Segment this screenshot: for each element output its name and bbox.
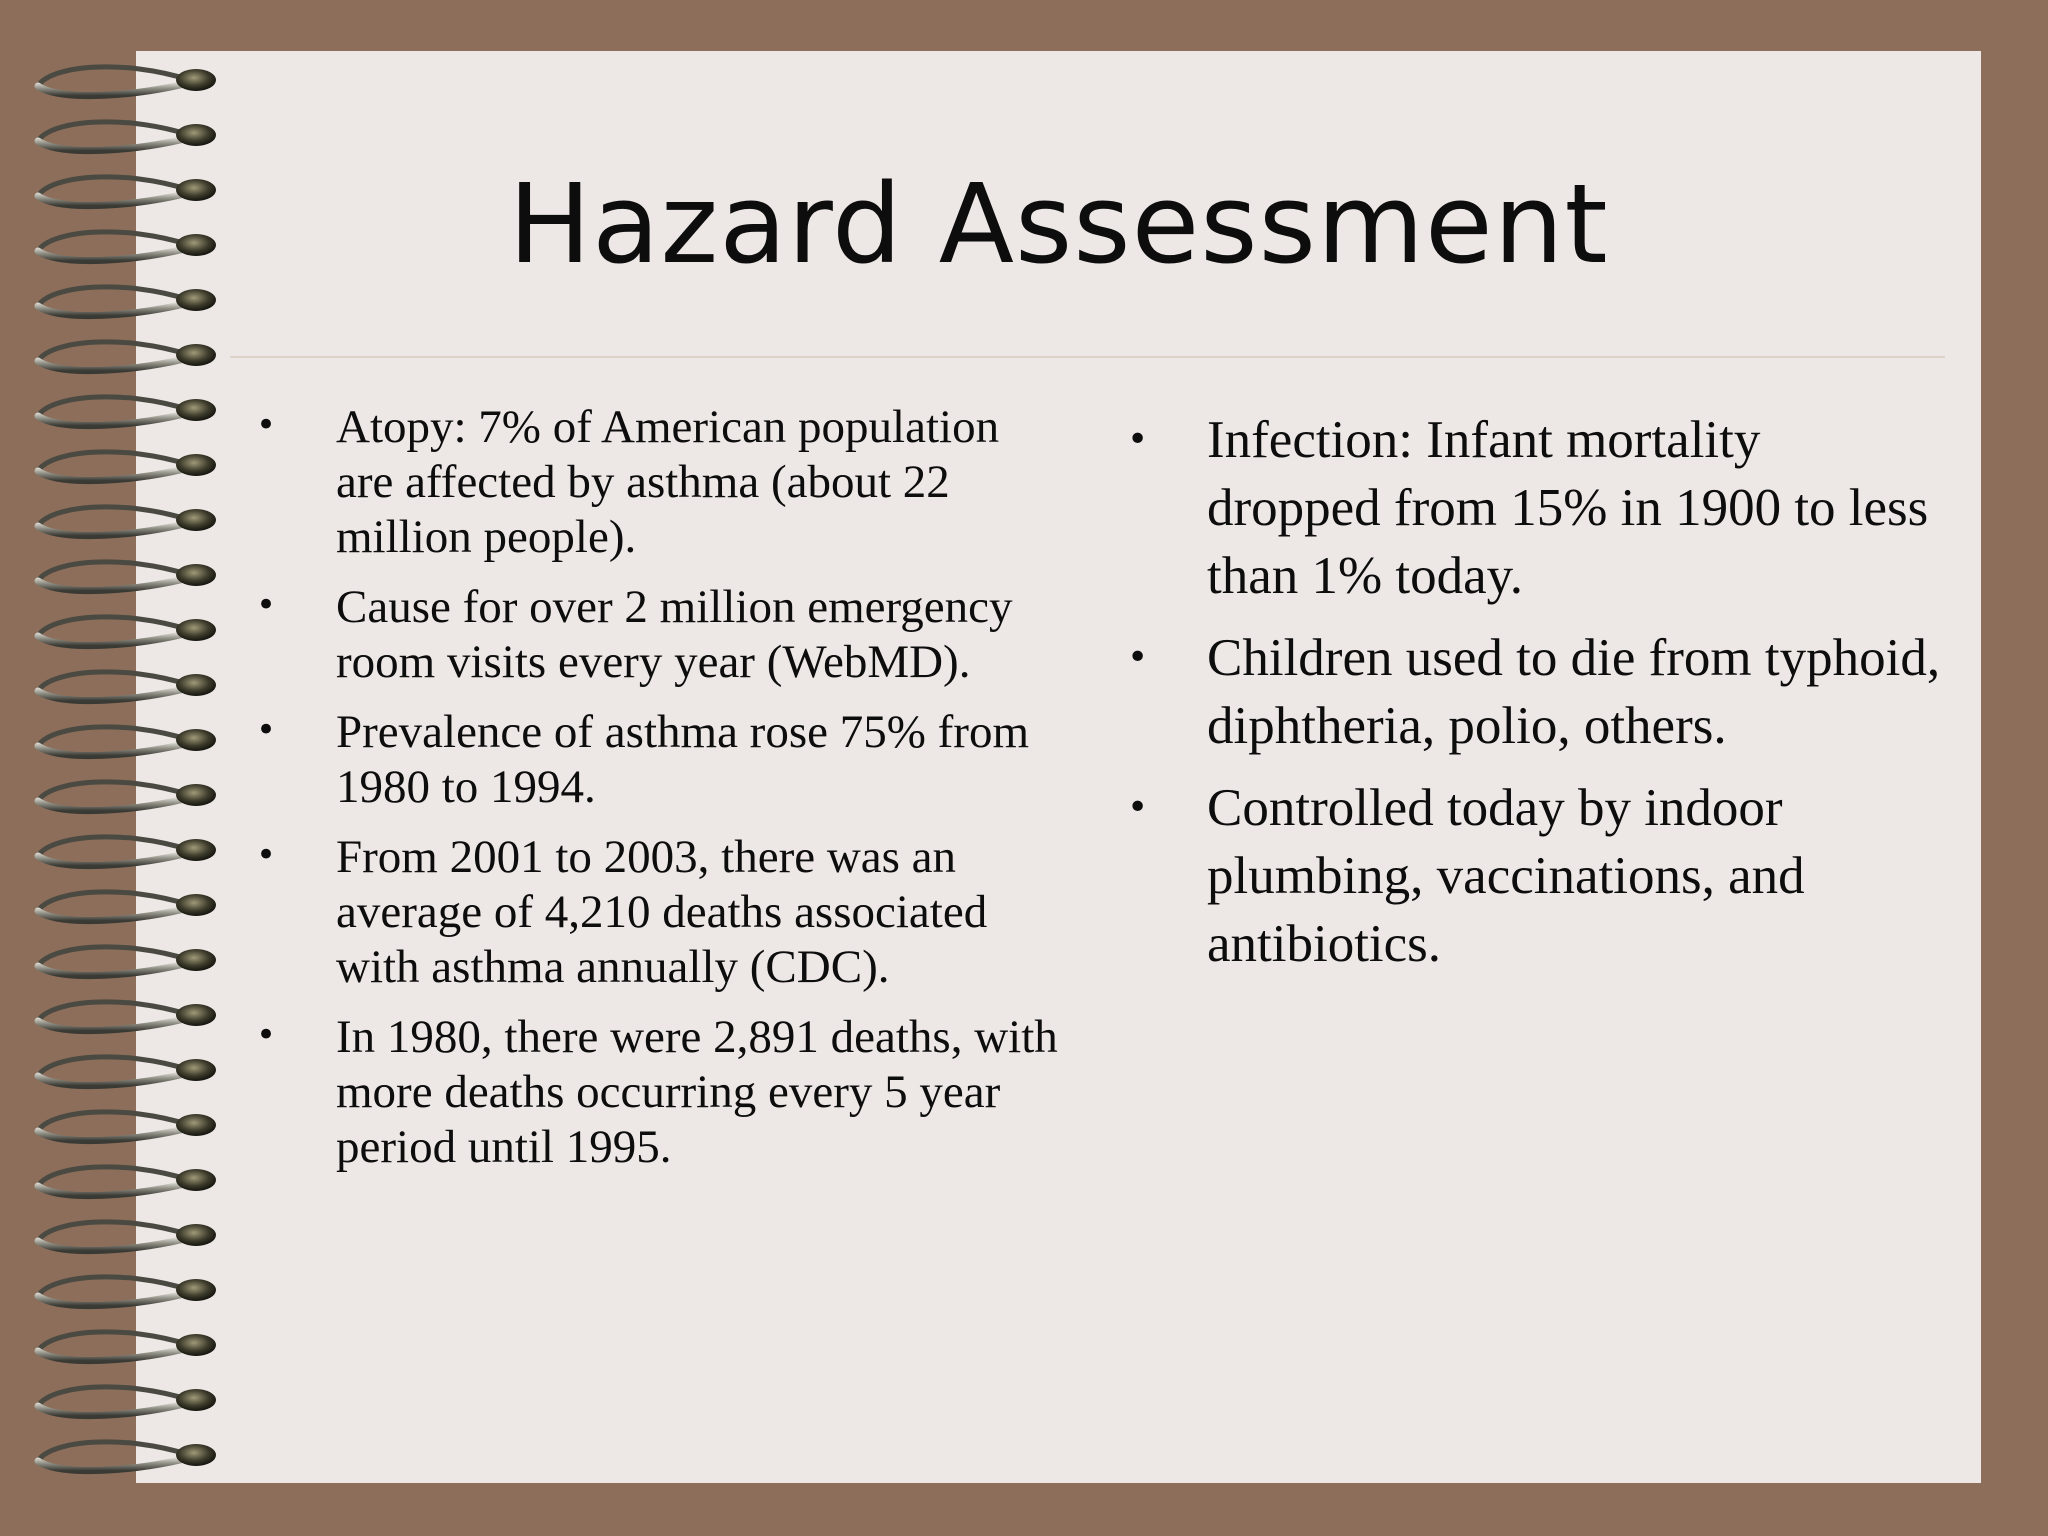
list-item-text: Infection: Infant mortality dropped from 15% in 1900 to less than 1% today.	[1207, 411, 1929, 605]
list-item-text: From 2001 to 2003, there was an average of 4,210 deaths associated with asthma annually (CDC).	[336, 831, 988, 993]
spiral-ring	[38, 1332, 216, 1361]
spiral-ring	[38, 727, 216, 756]
bullet-icon: •	[1127, 637, 1149, 678]
spiral-ring	[38, 672, 216, 701]
spiral-ring	[38, 892, 216, 921]
spiral-ring	[38, 1222, 216, 1251]
spiral-ring	[38, 1277, 216, 1306]
bullet-icon: •	[1127, 419, 1149, 460]
spiral-ring	[38, 837, 216, 866]
bullet-icon: •	[256, 405, 277, 445]
list-item	[1127, 624, 1947, 760]
right-bullet-list	[1127, 406, 1947, 992]
list-item	[1127, 774, 1947, 978]
spiral-ring	[38, 947, 216, 976]
slide-title: Hazard Assessment	[508, 160, 1609, 288]
list-item-text: Children used to die from typhoid, diphtheria, polio, others.	[1207, 629, 1941, 755]
bullet-icon: •	[256, 835, 277, 875]
list-item-text: Prevalence of asthma rose 75% from 1980 to 1994.	[336, 706, 1029, 813]
spiral-ring	[38, 397, 216, 426]
spiral-ring	[38, 287, 216, 316]
list-item	[256, 830, 1066, 995]
spiral-ring	[38, 1167, 216, 1196]
list-item	[256, 705, 1066, 815]
spiral-ring	[38, 67, 216, 96]
list-item	[256, 400, 1066, 565]
list-item-text: In 1980, there were 2,891 deaths, with more deaths occurring every 5 year period until 1995.	[336, 1011, 1058, 1173]
spiral-ring	[38, 1387, 216, 1416]
spiral-ring	[38, 617, 216, 646]
list-item-text: Atopy: 7% of American population are affected by asthma (about 22 million people).	[336, 401, 1000, 563]
spiral-ring	[38, 782, 216, 811]
spiral-ring	[38, 452, 216, 481]
list-item	[1127, 406, 1947, 610]
title-divider	[230, 356, 1945, 358]
spiral-ring	[38, 507, 216, 536]
list-item	[256, 1010, 1066, 1175]
spiral-ring	[38, 562, 216, 591]
left-bullet-list	[256, 400, 1066, 1190]
spiral-ring	[38, 342, 216, 371]
bullet-icon: •	[256, 710, 277, 750]
list-item-text: Cause for over 2 million emergency room visits every year (WebMD).	[336, 581, 1013, 688]
spiral-ring	[38, 1442, 216, 1471]
list-item-text: Controlled today by indoor plumbing, vaccinations, and antibiotics.	[1207, 779, 1805, 973]
bullet-icon: •	[256, 1015, 277, 1055]
spiral-ring	[38, 1057, 216, 1086]
list-item	[256, 580, 1066, 690]
spiral-ring	[38, 1002, 216, 1031]
spiral-ring	[38, 122, 216, 151]
spiral-ring	[38, 1112, 216, 1141]
bullet-icon: •	[1127, 787, 1149, 828]
bullet-icon: •	[256, 585, 277, 625]
